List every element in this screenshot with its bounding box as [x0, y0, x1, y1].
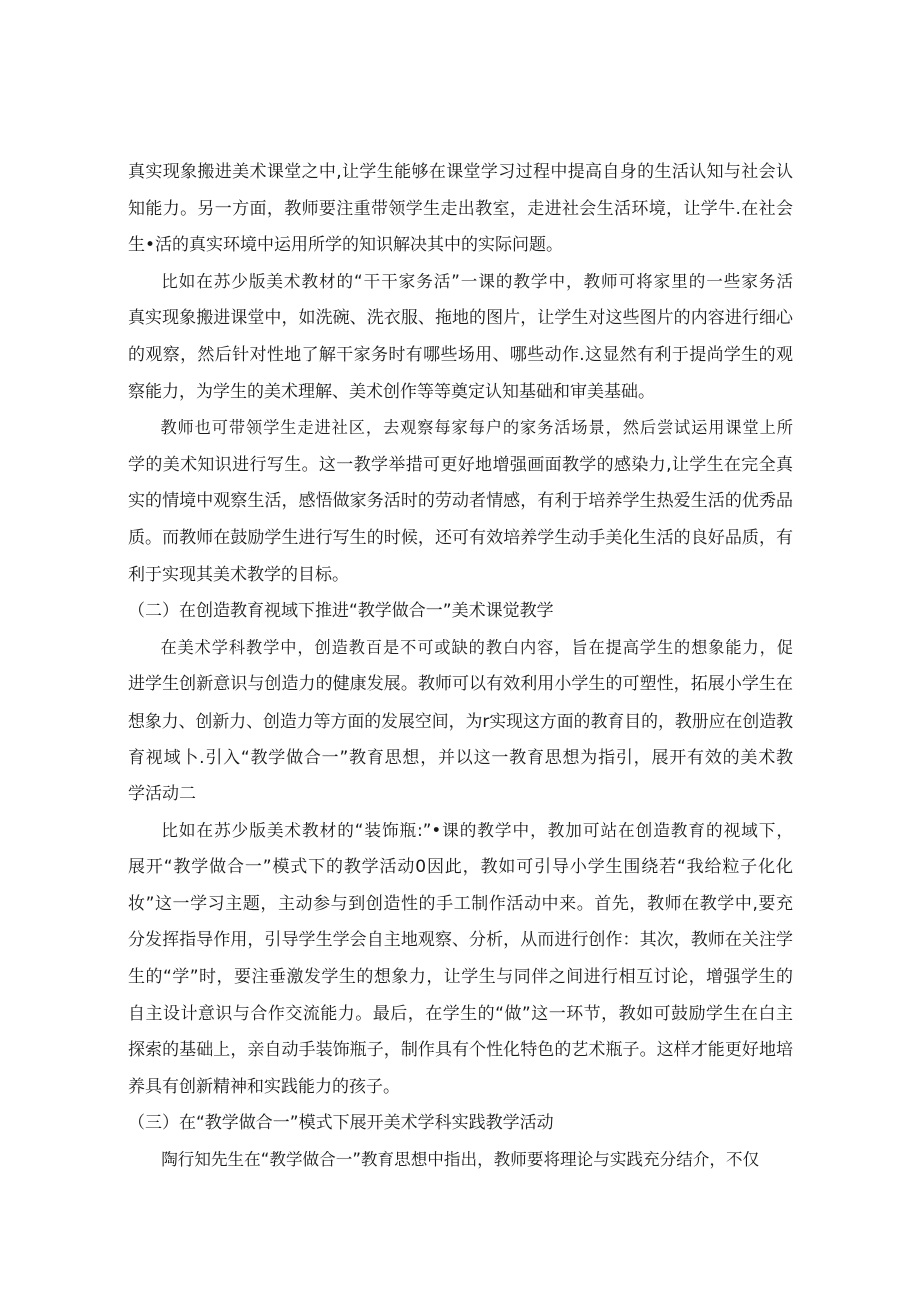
- text-line: 真实现象搬进美术课堂之中,让学生能够在课堂学习过程中提高自身的生活认知与社会认: [128, 162, 793, 182]
- text-line: 知能力。另一方面，教师要注重带领学生走出教室，走进社会生活环境，让学牛.在社会: [128, 198, 793, 219]
- text-line: 比如在苏少版美术教材的“装饰瓶:”•课的教学中，教加可站在创造教育的视域下，: [161, 820, 793, 840]
- section-heading: [128, 593, 793, 630]
- text-line: 学的美术知识进行写生。这一教学举措可更好地增强画面教学的感染力,让学生在完全真: [128, 454, 793, 475]
- text-line: 妆”这一学习主题，主动参与到创造性的手工制作活动中来。首先，教师在教学中,要充: [128, 893, 793, 914]
- text-line: （二）在创造教育视域下推进“教学做合一”美术课觉教学: [128, 601, 554, 622]
- text-line: 的观察，然后针对性地了解干家务时有哪些场用、哪些动作.这显然有利于提尚学生的观: [128, 344, 793, 365]
- text-line: 养具有创新精神和实践能力的孩子。: [128, 1076, 400, 1097]
- text-line: 教师也可带领学生走进社区，去观察每家每户的家务活场景，然后尝试运用课堂上所: [160, 418, 793, 438]
- paragraph: [128, 813, 793, 1106]
- text-line: （三）在“教学做合一”模式下展开美术学科实践教学活动: [128, 1113, 554, 1134]
- document-body: [128, 154, 793, 1179]
- paragraph: [128, 264, 793, 410]
- text-line: 真实现象搬进课堂中，如洗碗、洗衣服、拖地的图片，让学生对这些图片的内容进行细心: [128, 308, 793, 329]
- section-heading: [128, 1105, 793, 1142]
- text-line: 陶行知先生在“教学做合一”教育思想中指出，教师要将理论与实践充分结介，不仅: [161, 1150, 760, 1170]
- text-line: 学活动二: [128, 784, 196, 805]
- text-line: 实的情境中观察生活，感悟做家务活时的劳动者情感，有利于培养学生热爱生活的优秀品: [128, 491, 793, 512]
- text-line: 想象力、创新力、创造力等方面的发展空间，为r实现这方面的教育目的，教册应在创造教: [128, 710, 793, 731]
- text-line: 察能力，为学生的美术理解、美术创作等等奠定认知基础和审美基础。: [128, 381, 655, 402]
- paragraph: [128, 410, 793, 593]
- paragraph: [128, 630, 793, 813]
- text-line: 生的“学”时，要注垂激发学生的想象力，让学生与同伴之间进行相互讨论，增强学生的: [128, 967, 793, 988]
- text-line: 利于实现其美术教学的目标。: [128, 564, 349, 585]
- paragraph: [128, 1142, 793, 1179]
- text-line: 质。而教师在鼓励学生进行写生的时候，还可有效培养学生动手美化生活的良好品质，有: [128, 527, 793, 548]
- text-line: 育视域卜.引入“教学做合一”教育思想，并以这一教育思想为指引，展开有效的美术教: [128, 747, 793, 768]
- text-line: 进学生创新意识与创造力的健康发展。教师可以有效利用小学生的可塑性，拓展小学生在: [128, 674, 793, 695]
- text-line: 在美术学科教学中，创造教百是不可或缺的教白内容，旨在提高学生的想象能力，促: [160, 637, 793, 657]
- text-line: 展开“教学做合一”模式下的教学活动0因此，教如可引导小学生围绕若“我给粒子化化: [128, 857, 793, 878]
- text-line: 自主设计意识与合作交流能力。最后，在学生的“做”这一环节，教如可鼓励学生在白主: [128, 1003, 793, 1024]
- text-line: 生•活的真实环境中运用所学的知识解决其中的实际问题。: [128, 235, 564, 256]
- text-line: 分发挥指导作用，引导学生学会自主地观察、分析，从而进行创作：其次，教师在关注学: [128, 930, 793, 951]
- paragraph: [128, 154, 793, 264]
- text-line: 探索的基础上，亲自动手装饰瓶子，制作具有个性化特色的艺术瓶子。这样才能更好地培: [128, 1040, 793, 1061]
- text-line: 比如在苏少版美术教材的“干干家务活”一课的教学中，教师可将家里的一些家务活: [161, 271, 793, 291]
